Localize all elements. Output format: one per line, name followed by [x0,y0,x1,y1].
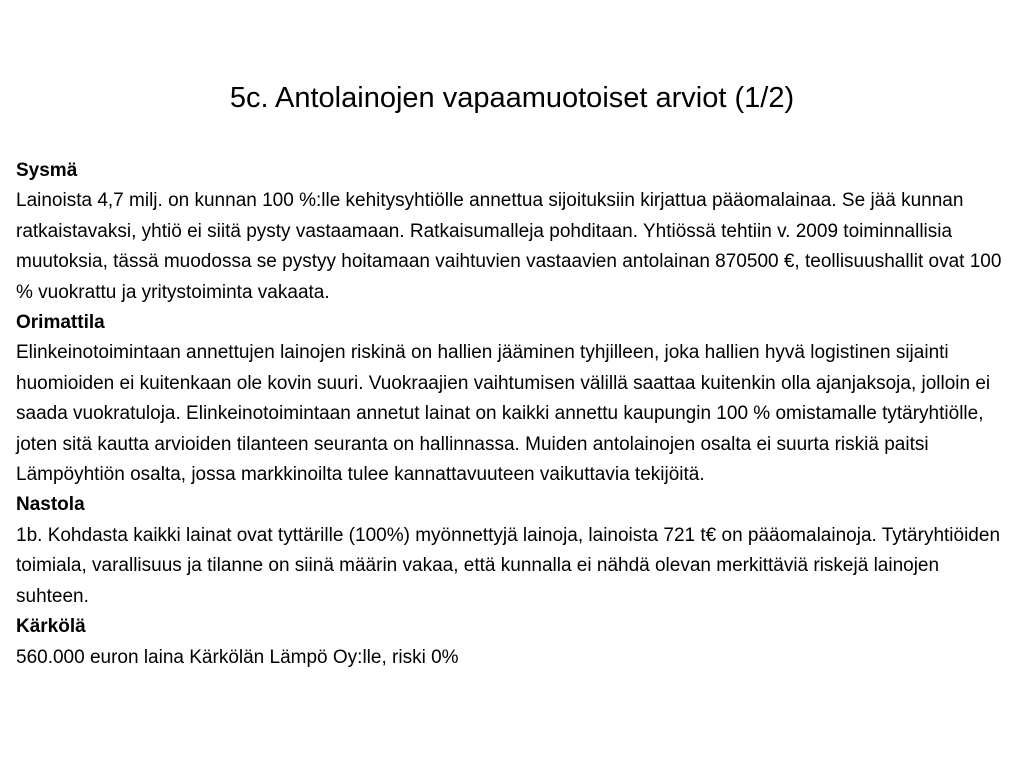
section-body-sysma: Lainoista 4,7 milj. on kunnan 100 %:lle kehitysyhtiölle annettua sijoituksiin kirjattua pääomalainaa. Se jää kunnan ratkaistavaksi, yhtiö ei siitä pysty vastaamaan. Ratkaisumalleja pohditaan. Yhtiössä tehtiin v. 2009 toiminnallisia muutoksia, tässä muodossa se pystyy hoitamaan vaihtuvien vastaavien antolainan 870500 €, teollisuushallit ovat 100 % vuokrattu ja yritystoiminta vakaata. [16,190,1002,303]
section-body-orimattila: Elinkeinotoimintaan annettujen lainojen riskinä on hallien jääminen tyhjilleen, joka hallien hyvä logistinen sijainti huomioiden ei kuitenkaan ole kovin suuri. Vuokraajien vaihtumisen välillä saattaa kuitenkin olla ajanjaksoja, jolloin ei saada vuokratuloja. Elinkeinotoimintaan annetut lainat on kaikki annettu kaupungin 100 % omistamalle tytäryhtiölle, joten sitä kautta arvioiden tilanteen seuranta on hallinnassa. Muiden antolainojen osalta ei suurta riskiä paitsi Lämpöyhtiön osalta, jossa markkinoilta tulee kannattavuuteen vaikuttavia tekijöitä. [16,342,991,486]
section-heading-sysma: Sysmä [16,160,78,181]
section-body-karkola: 560.000 euron laina Kärkölän Lämpö Oy:lle, riski 0% [16,646,459,668]
section-heading-orimattila: Orimattila [16,312,105,334]
slide-content [16,156,1012,673]
section-body-nastola: 1b. Kohdasta kaikki lainat ovat tyttärille (100%) myönnettyjä lainoja, lainoista 721 t€ on pääomalainoja. Tytäryhtiöiden toimiala, varallisuus ja tilanne on siinä määrin vakaa, että kunnalla ei nähdä olevan merkittäviä riskejä lainojen suhteen. [16,524,1001,607]
section-heading-nastola: Nastola [16,494,85,516]
section-heading-karkola: Kärkölä [16,616,86,638]
slide-title: 5c. Antolainojen vapaamuotoiset arviot (1/2) [229,82,795,114]
